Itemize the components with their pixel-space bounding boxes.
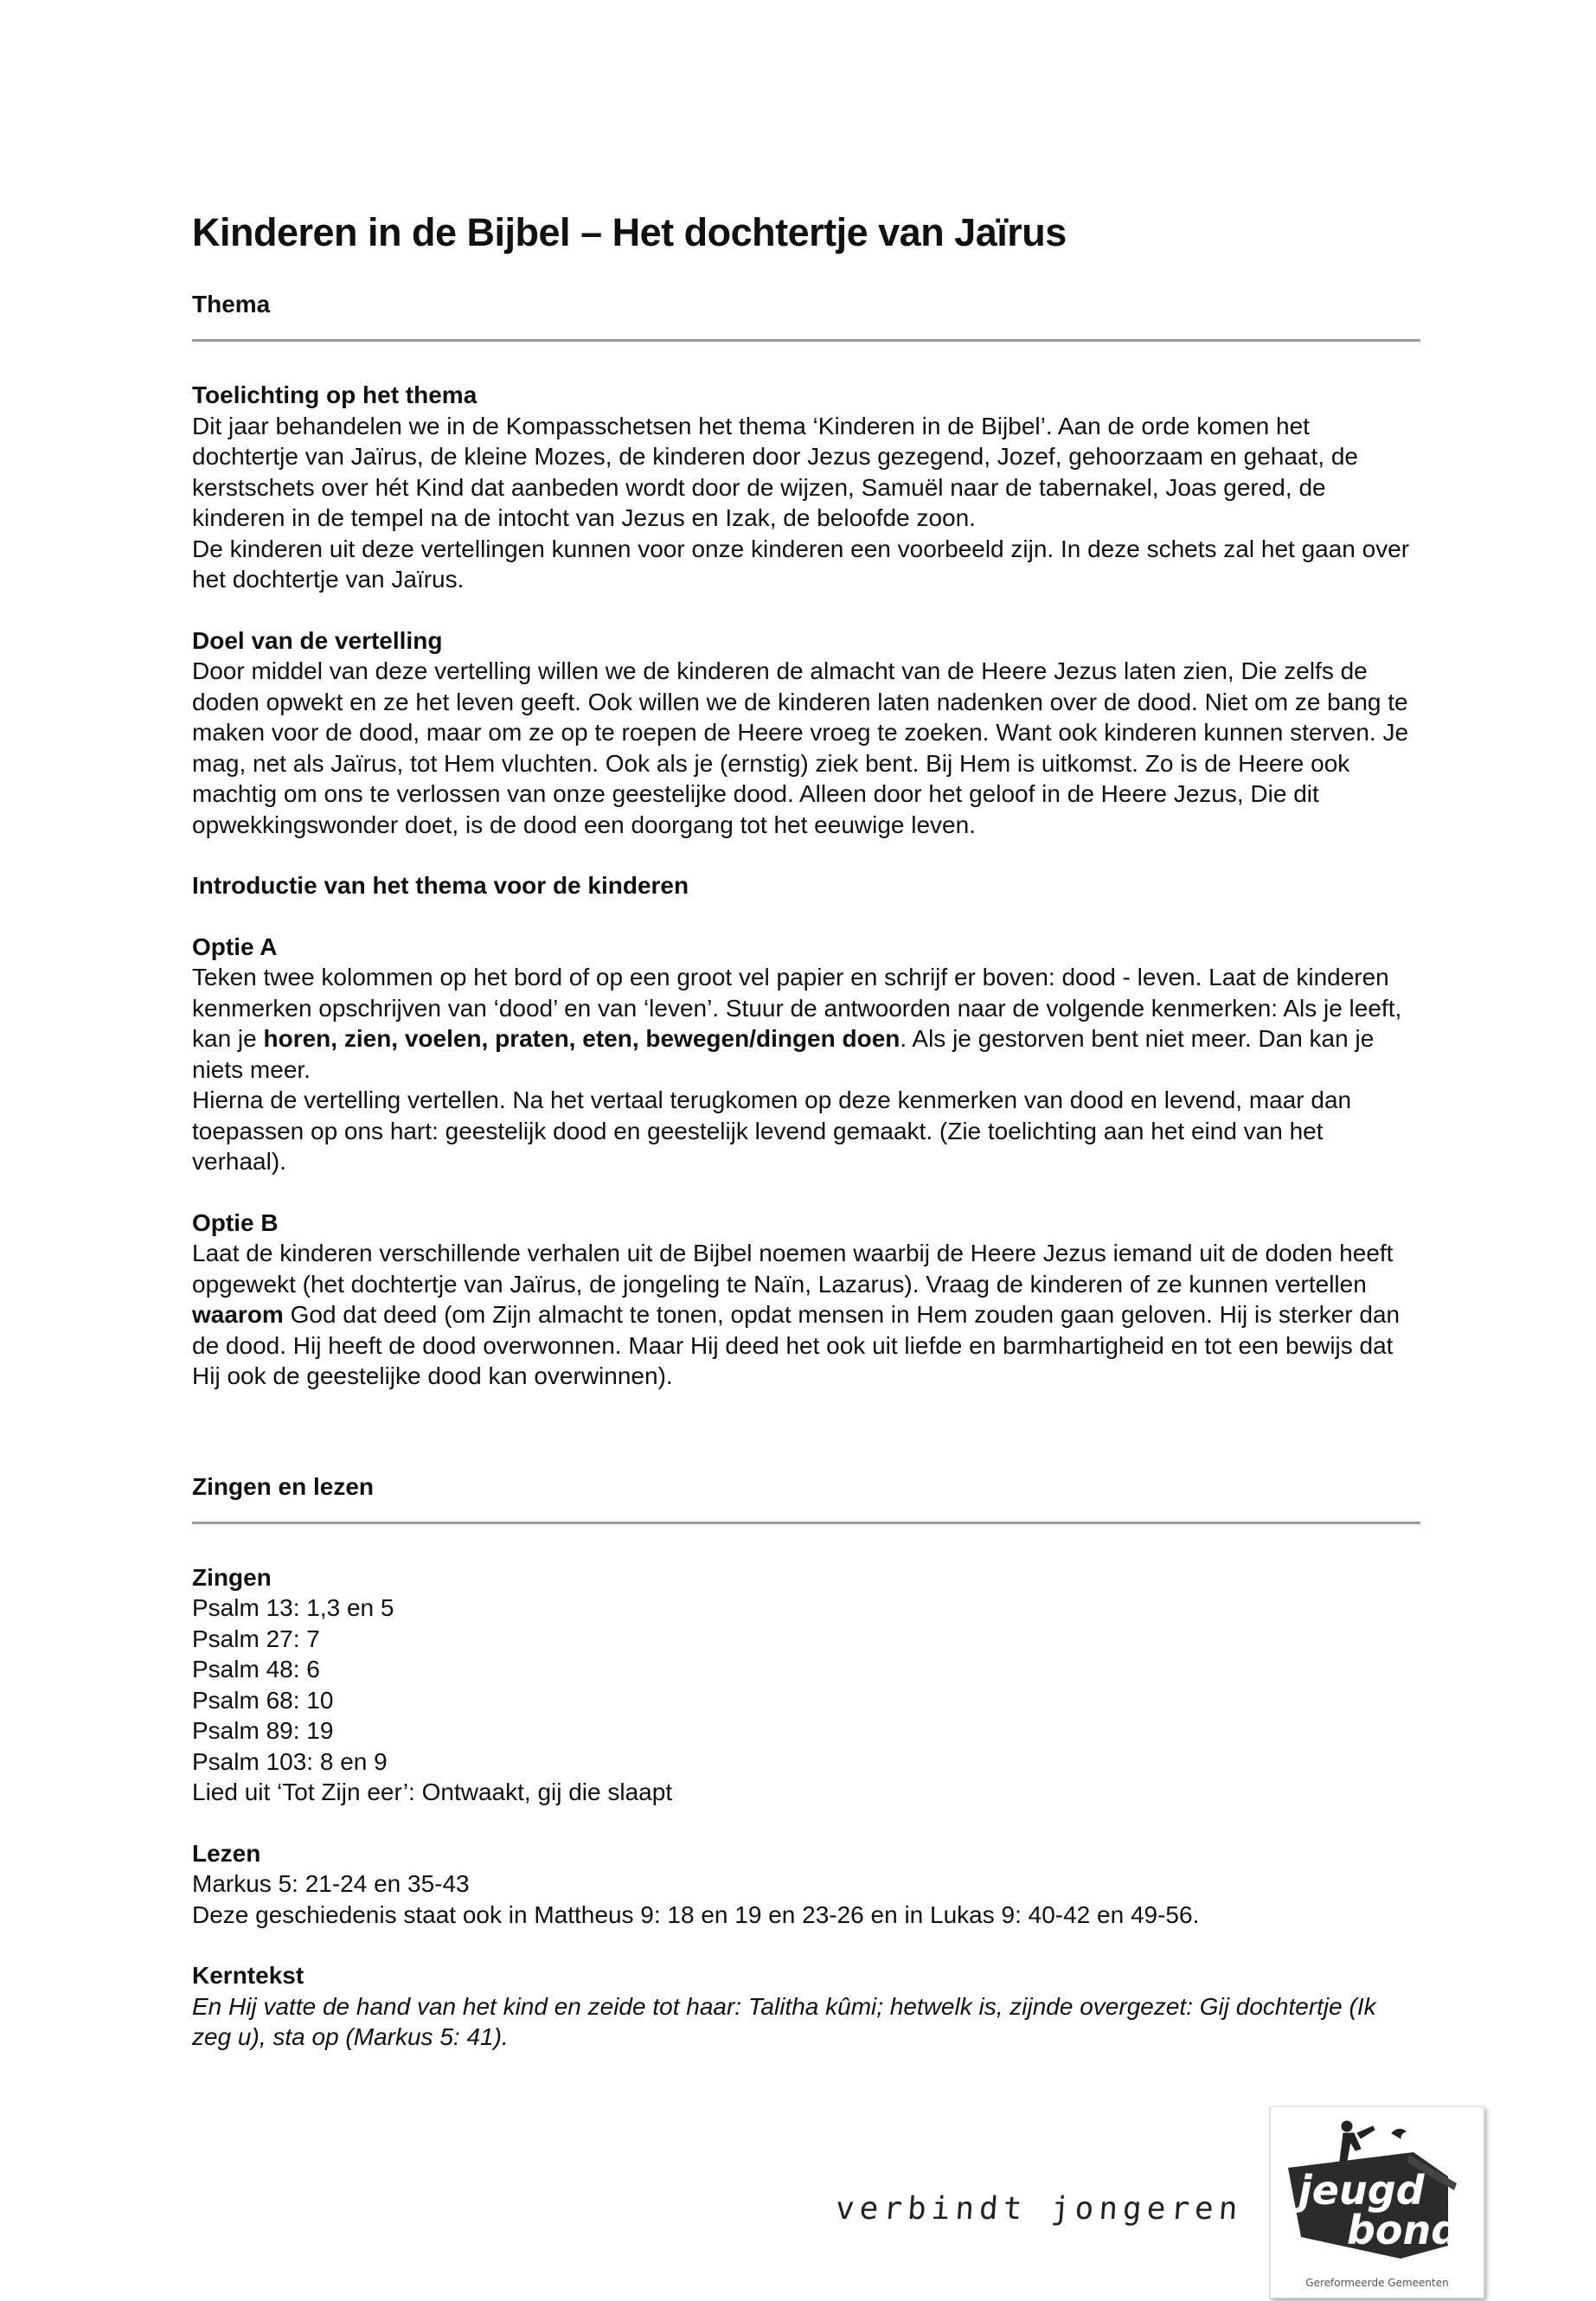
optie-a-bold-text: horen, zien, voelen, praten, eten, bewegen/dingen doen — [263, 1025, 901, 1052]
logo-caption: Gereformeerde Gemeenten — [1305, 2277, 1449, 2289]
document-page — [192, 208, 1420, 2083]
optie-a-heading: Optie A — [192, 933, 278, 960]
section-heading-thema: Thema — [192, 291, 271, 317]
section-divider — [192, 1522, 1420, 1524]
kerntekst-block — [192, 1960, 1420, 2053]
doel-block — [192, 625, 1420, 841]
optie-a-block — [192, 932, 1420, 1177]
kerntekst-heading: Kerntekst — [192, 1962, 304, 1989]
optie-b-heading: Optie B — [192, 1208, 279, 1236]
zingen-item: Psalm 89: 19 — [192, 1717, 334, 1744]
logo-word-2: bond — [1347, 2207, 1460, 2253]
toelichting-paragraph-1: Dit jaar behandelen we in de Kompasschetsen het thema ‘Kinderen in de Bijbel’. Aan de orde komen het dochtertje van Jaïrus, de kleine Mozes, de kinderen door Jezus gezegend, Jozef, gehoorzaam en gehaat, de kerstschets over hét Kind dat aanbeden wordt door de wijzen, Samuël naar de tabernakel, Joas gered, de kinderen in de tempel na de intocht van Jezus en Izak, de beloofde zoon. — [192, 412, 1358, 531]
toelichting-heading: Toelichting op het thema — [192, 381, 478, 408]
optie-b-text-before: Laat de kinderen verschillende verhalen uit de Bijbel noemen waarbij de Heere Jezus iemand uit de doden heeft opgewekt (het dochtertje van Jaïrus, de jongeling te Naïn, Lazarus). Vraag de kinderen of ze kunnen vertellen — [192, 1240, 1394, 1298]
optie-b-paragraph — [192, 1238, 1420, 1392]
section-heading-zingen-lezen: Zingen en lezen — [192, 1472, 375, 1500]
zingen-heading: Zingen — [192, 1563, 272, 1591]
doel-paragraph: Door middel van deze vertelling willen we de kinderen de almacht van de Heere Jezus laten zien, Die zelfs de doden opwekt en ze het leven geeft. Ook willen we de kinderen laten nadenken over de dood. Niet om ze bang te maken voor de dood, maar om ze op te roepen de Heere vroeg te zoeken. Want ook kinderen kunnen sterven. Je mag, net als Jaïrus, tot Hem vluchten. Ook als je (ernstig) ziek bent. Bij Hem is uitkomst. Zo is de Heere ook machtig om ons te verlossen van onze geestelijke dood. Alleen door het geloof in de Heere Jezus, Die dit opwekkingswonder doet, is de dood een doorgang tot het eeuwige leven. — [192, 657, 1409, 838]
footer-tagline: verbindt jongeren — [834, 2191, 1244, 2227]
optie-a-text-after: . Als je gestorven bent niet meer. Dan kan je niets meer. — [192, 1025, 1375, 1083]
toelichting-paragraph-2: De kinderen uit deze vertellingen kunnen voor onze kinderen een voorbeeld zijn. In deze schets zal het gaan over het dochtertje van Jaïrus. — [192, 535, 1410, 593]
lezen-line-1: Markus 5: 21-24 en 35-43 — [192, 1870, 470, 1897]
zingen-item: Psalm 27: 7 — [192, 1625, 320, 1652]
lezen-line-2: Deze geschiedenis staat ook in Mattheus 9: 18 en 19 en 23-26 en in Lukas 9: 40-42 en 49-56. — [192, 1900, 1200, 1928]
zingen-item: Psalm 48: 6 — [192, 1656, 320, 1682]
logo-word-1: jeugd — [1298, 2167, 1425, 2214]
document-title: Kinderen in de Bijbel – Het dochtertje van Jaïrus — [192, 210, 1067, 254]
introductie-block — [192, 870, 1420, 901]
optie-b-block — [192, 1208, 1420, 1392]
zingen-item: Lied uit ‘Tot Zijn eer’: Ontwaakt, gij die slaapt — [192, 1779, 673, 1805]
lezen-heading: Lezen — [192, 1839, 261, 1867]
zingen-item: Psalm 103: 8 en 9 — [192, 1747, 388, 1775]
logo-graphic — [1271, 2107, 1484, 2298]
zingen-item: Psalm 13: 1,3 en 5 — [192, 1594, 394, 1621]
lezen-block — [192, 1838, 1420, 1931]
introductie-heading: Introductie van het thema voor de kinderen — [192, 872, 689, 899]
optie-a-text-before: Teken twee kolommen op het bord of op een groot vel papier en schrijf er boven: dood - leven. Laat de kinderen kenmerken opschrijven van ‘dood’ en van ‘leven’. Stuur de antwoorden naar de volgende kenmerken: Als je leeft, kan je — [192, 964, 1402, 1052]
jeugdbond-logo — [1270, 2106, 1484, 2298]
doel-heading: Doel van de vertelling — [192, 626, 443, 654]
zingen-item: Psalm 68: 10 — [192, 1686, 334, 1714]
section-divider — [192, 339, 1420, 342]
optie-b-text-after: God dat deed (om Zijn almacht te tonen, opdat mensen in Hem zouden gaan geloven. Hij is sterker dan de dood. Hij heeft de dood overwonnen. Maar Hij deed het ook uit liefde en barmhartigheid en tot een bewijs dat Hij ook de geestelijke dood kan overwinnen). — [192, 1301, 1401, 1389]
optie-a-paragraph-1 — [192, 962, 1420, 1085]
optie-b-bold-text: waarom — [192, 1301, 284, 1328]
zingen-block — [192, 1562, 1420, 1808]
kerntekst-quote: En Hij vatte de hand van het kind en zeide tot haar: Talitha kûmi; hetwelk is, zijnde overgezet: Gij dochtertje (Ik zeg u), sta op (Markus 5: 41). — [192, 1992, 1376, 2050]
toelichting-block — [192, 380, 1420, 595]
optie-a-paragraph-2: Hierna de vertelling vertellen. Na het vertaal terugkomen op deze kenmerken van dood en levend, maar dan toepassen op ons hart: geestelijk dood en geestelijk levend gemaakt. (Zie toelichting aan het eind van het verhaal). — [192, 1086, 1352, 1175]
